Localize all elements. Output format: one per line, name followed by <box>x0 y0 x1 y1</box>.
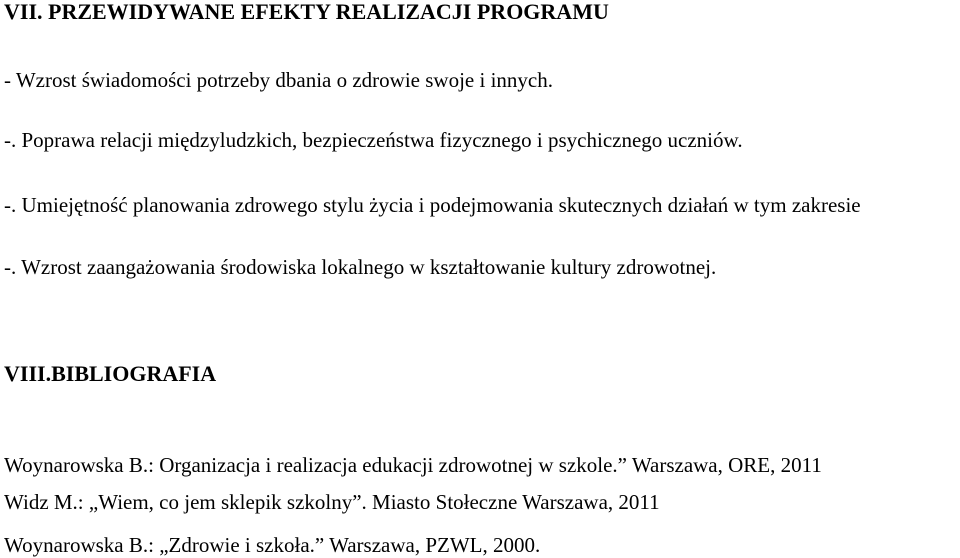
effect-item-2: -. Poprawa relacji międzyludzkich, bezpieczeństwa fizycznego i psychicznego uczniów. <box>4 128 743 152</box>
section-8-title: BIBLIOGRAFIA <box>51 361 217 386</box>
section-8-heading <box>4 362 216 386</box>
bibliography-entry-3: Woynarowska B.: „Zdrowie i szkoła.” Warszawa, PZWL, 2000. <box>4 533 541 557</box>
effect-item-1: - Wzrost świadomości potrzeby dbania o zdrowie swoje i innych. <box>4 68 553 92</box>
section-7-heading: VII. PRZEWIDYWANE EFEKTY REALIZACJI PROGRAMU <box>4 0 609 24</box>
effect-item-4: -. Wzrost zaangażowania środowiska lokalnego w kształtowanie kultury zdrowotnej. <box>4 255 717 279</box>
section-8-numeral: VIII. <box>4 361 52 386</box>
effect-item-3: -. Umiejętność planowania zdrowego stylu życia i podejmowania skutecznych działań w tym zakresie <box>4 193 861 217</box>
bibliography-entry-2: Widz M.: „Wiem, co jem sklepik szkolny”. Miasto Stołeczne Warszawa, 2011 <box>4 490 660 514</box>
bibliography-entry-1: Woynarowska B.: Organizacja i realizacja edukacji zdrowotnej w szkole.” Warszawa, ORE, 2011 <box>4 453 822 477</box>
